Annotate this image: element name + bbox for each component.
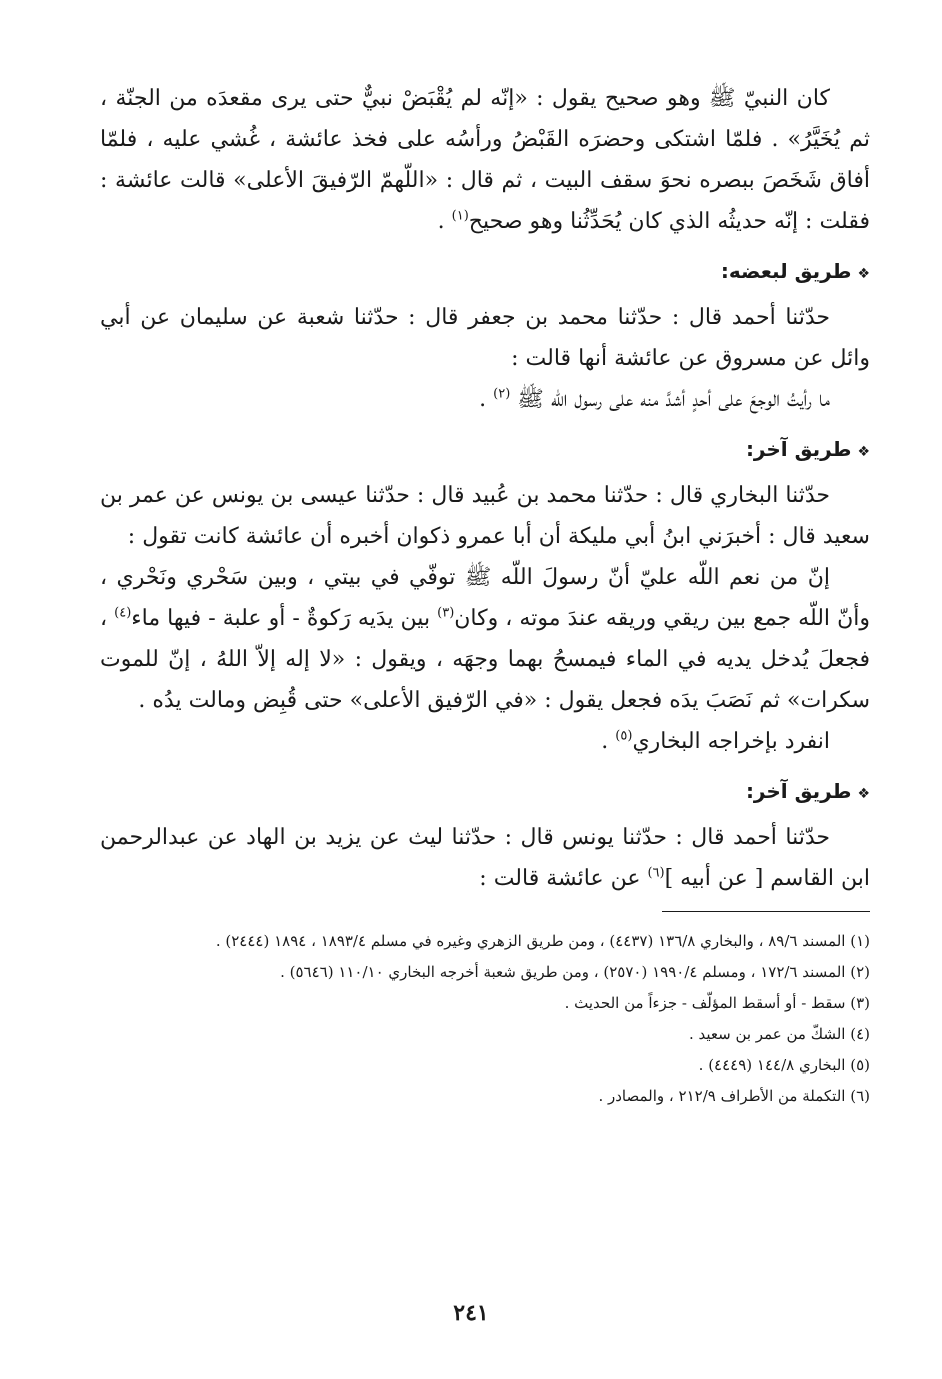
hadith-quote: [100, 557, 870, 721]
hadith-quote: [100, 379, 870, 420]
bullet-icon: ❖: [857, 444, 870, 460]
section-heading-text: طريق آخر:: [745, 779, 852, 803]
bullet-icon: ❖: [857, 786, 870, 802]
hadith-text: ما رأيتُ الوجعَ على أحدٍ أشدَّ منه على رسول اللّه ﷺ: [510, 387, 830, 412]
footnote: (٥) البخاري ١٤٤/٨ (٤٤٤٩) .: [698, 1056, 870, 1074]
page-body: [100, 78, 870, 1112]
footnote-divider: [662, 911, 870, 912]
section-heading-text: طريق لبعضه:: [720, 259, 852, 283]
footnote: (٣) سقط - أو أسقط المؤلّف - جزءاً من الحديث .: [564, 994, 870, 1012]
bullet-icon: ❖: [857, 266, 870, 282]
hadith-paragraph-1: [100, 78, 870, 242]
note-text: انفرد بإخراجه البخاري: [632, 729, 830, 754]
section-heading-text: طريق آخر:: [745, 437, 852, 461]
footnote: (٢) المسند ١٧٢/٦ ، ومسلم ١٩٩٠/٤ (٢٥٧٠) ، ومن طريق شعبة أخرجه البخاري ١١٠/١٠ (٥٦٤٦) .: [280, 963, 870, 981]
footnote: (٦) التكملة من الأطراف ٢١٢/٩ ، والمصادر .: [598, 1087, 870, 1105]
footnote-ref: (٦): [647, 865, 665, 881]
isnad-paragraph: [100, 817, 870, 899]
punctuation: .: [437, 209, 452, 234]
footnote-ref: (٥): [615, 728, 633, 744]
hadith-text: ، فجعلَ يُدخل يديه في الماء فيمسحُ بهما وجهَه ، ويقول : «لا إله إلاّ اللهُ ، إنّ للموت سكرات» ثم نَصَبَ يدَه فجعل يقول : «في الرّفيق الأعلى» حتى قُبِض ومالت يدُه .: [100, 606, 870, 713]
footnote: (١) المسند ٨٩/٦ ، والبخاري ١٣٦/٨ (٤٤٣٧) ، ومن طريق الزهري وغيره في مسلم ١٨٩٣/٤ ، ١٨٩٤ (٢٤٤٤) .: [215, 932, 870, 950]
hadith-text: بين يدَيه رَكوةٌ - أو علبة - فيها ماء: [131, 606, 438, 631]
hadith-text: إنّ من نعم اللّه عليّ أنّ رسولَ اللّه ﷺ توفّي في بيتي ، وبين سَحْري ونَحْري ، وأنّ اللّه جمع بين ريقي وريقه عندَ موته ، وكان: [100, 565, 870, 631]
section-heading: [100, 434, 870, 467]
footnote: (٤) الشكّ من عمر بن سعيد .: [688, 1025, 870, 1043]
isnad-paragraph: [100, 475, 870, 557]
footnote-ref: (٣): [437, 605, 455, 621]
page-number: ٢٤١: [453, 1300, 489, 1326]
isnad-text: حدّثنا أحمد قال : حدّثنا يونس قال : حدّثنا ليث عن يزيد بن الهاد عن عبدالرحمن ابن القاسم [ عن أبيه ]: [100, 825, 870, 891]
isnad-text: عن عائشة قالت :: [479, 866, 648, 891]
footnote-ref: (٢): [493, 386, 511, 402]
punctuation: .: [479, 387, 494, 412]
hadith-text: كان النبيّ ﷺ وهو صحيح يقول : «إنّه لم يُقْبَضْ نبيٌّ حتى يرى مقعدَه من الجنّة ، ثم يُخَيَّرُ» . فلمّا اشتكى وحضرَه القَبْضُ ورأسُه على فخذ عائشة ، غُشي عليه ، فلمّا أفاق شَخَصَ ببصره نحوَ سقف البيت ، ثم قال : «اللّهمّ الرّفيقَ الأعلى» قالت عائشة : فقلت : إنّه حديثُه الذي كان يُحَدِّثُنا وهو صحيح: [100, 86, 870, 234]
footnote-ref: (١): [451, 208, 469, 224]
footnotes: [100, 926, 870, 1112]
attribution-note: [100, 721, 870, 762]
footnote-ref: (٤): [114, 605, 132, 621]
punctuation: .: [601, 729, 616, 754]
isnad-paragraph: [100, 297, 870, 379]
section-heading: [100, 256, 870, 289]
section-heading: [100, 776, 870, 809]
isnad-text: حدّثنا البخاري قال : حدّثنا محمد بن عُبيد قال : حدّثنا عيسى بن يونس عن عمر بن سعيد قال : أخبرَني ابنُ أبي مليكة أن أبا عمرو ذكوان أخبره أن عائشة كانت تقول :: [100, 483, 870, 549]
isnad-text: حدّثنا أحمد قال : حدّثنا محمد بن جعفر قال : حدّثنا شعبة عن سليمان عن أبي وائل عن مسروق عن عائشة أنها قالت :: [100, 305, 870, 371]
